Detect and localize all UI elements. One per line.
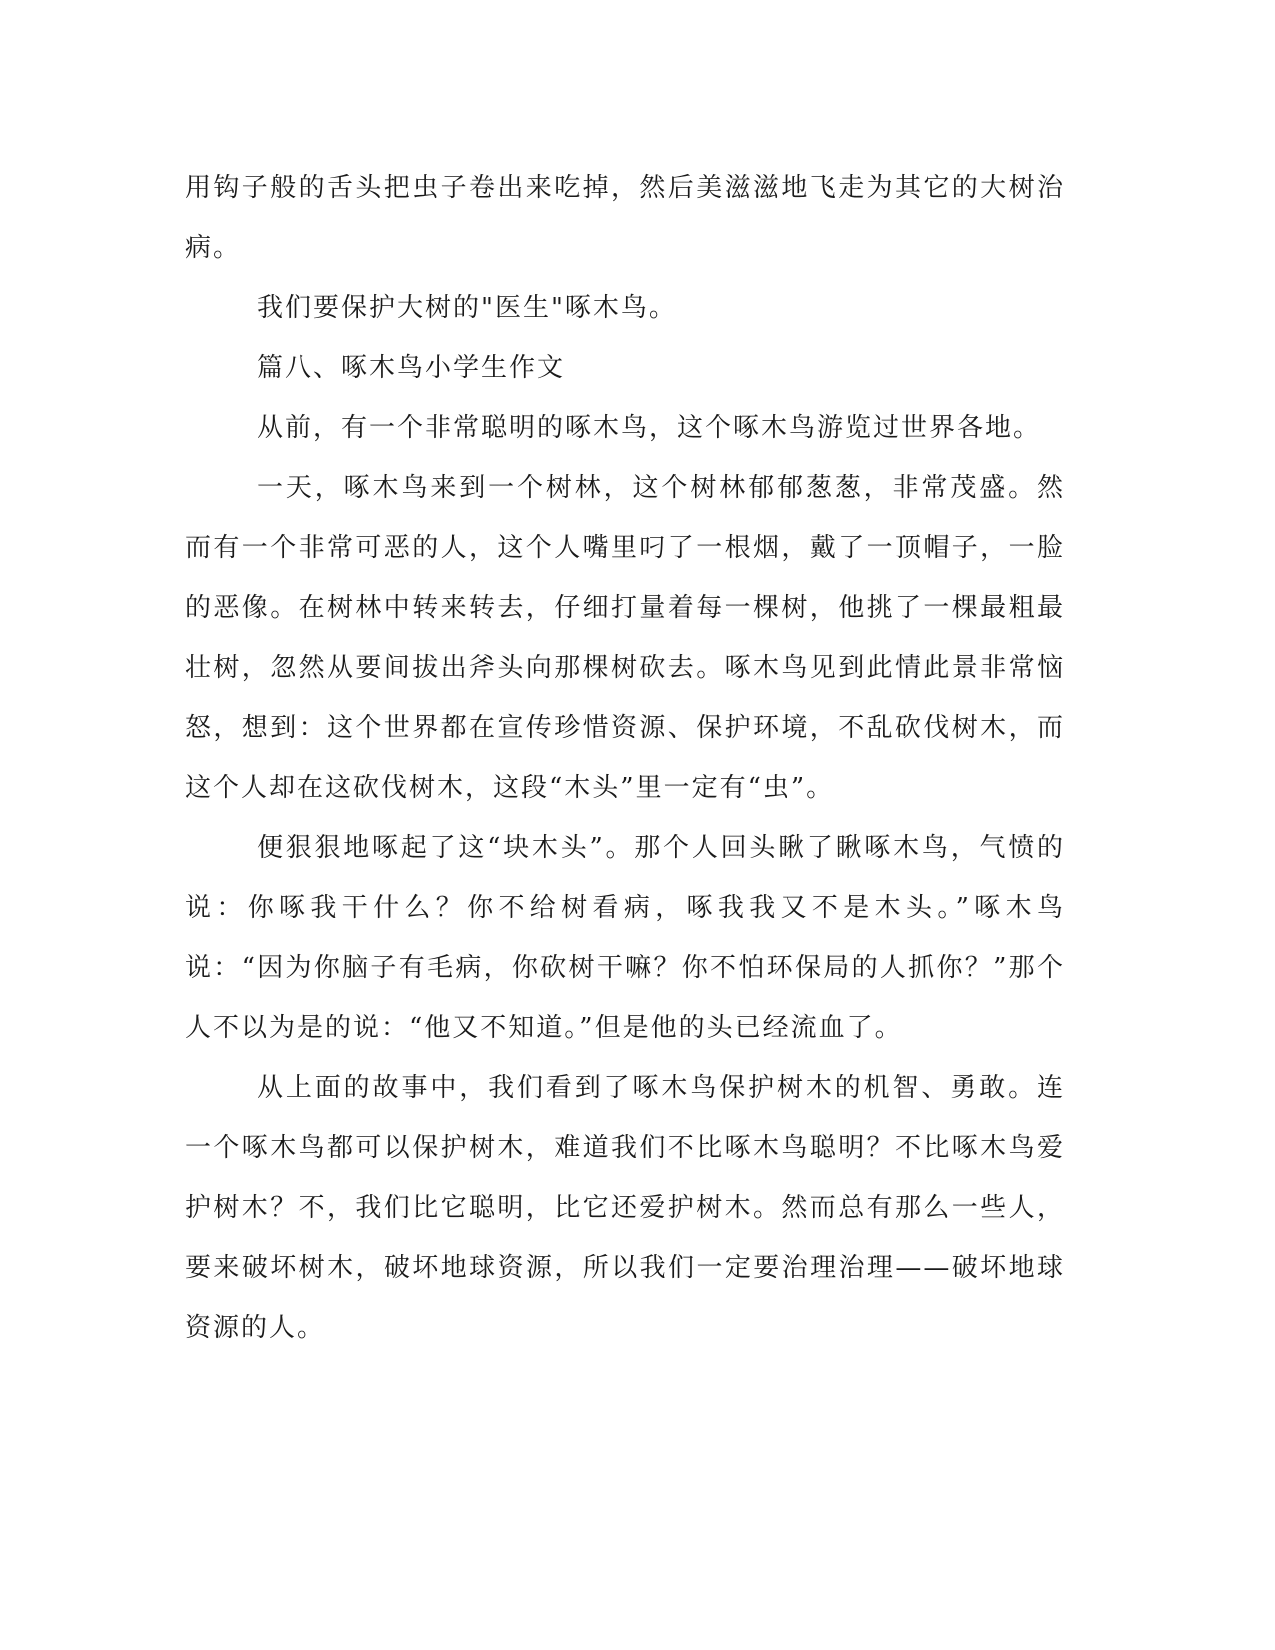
document-body	[185, 158, 1065, 1358]
paragraph-continued: 用钩子般的舌头把虫子卷出来吃掉，然后美滋滋地飞走为其它的大树治病。	[185, 173, 1065, 263]
paragraph: 从前，有一个非常聪明的啄木鸟，这个啄木鸟游览过世界各地。	[257, 413, 1042, 443]
paragraph: 一天，啄木鸟来到一个树林，这个树林郁郁葱葱，非常茂盛。然而有一个非常可恶的人，这个人嘴里叼了一根烟，戴了一顶帽子，一脸的恶像。在树林中转来转去，仔细打量着每一棵树，他挑了一棵最粗最壮树，忽然从要间拔出斧头向那棵树砍去。啄木鸟见到此情此景非常恼怒，想到：这个世界都在宣传珍惜资源、保护环境，不乱砍伐树木，而这个人却在这砍伐树木，这段“木头”里一定有“虫”。	[185, 473, 1065, 803]
section-heading: 篇八、啄木鸟小学生作文	[257, 353, 566, 383]
paragraph: 从上面的故事中，我们看到了啄木鸟保护树木的机智、勇敢。连一个啄木鸟都可以保护树木，难道我们不比啄木鸟聪明？不比啄木鸟爱护树木？不，我们比它聪明，比它还爱护树木。然而总有那么一些人，要来破坏树木，破坏地球资源，所以我们一定要治理治理——破坏地球资源的人。	[185, 1073, 1065, 1343]
paragraph: 便狠狠地啄起了这“块木头”。那个人回头瞅了瞅啄木鸟，气愤的说：你啄我干什么？你不给树看病，啄我我又不是木头。”啄木鸟说：“因为你脑子有毛病，你砍树干嘛？你不怕环保局的人抓你？”那个人不以为是的说：“他又不知道。”但是他的头已经流血了。	[185, 833, 1065, 1043]
paragraph: 我们要保护大树的"医生"啄木鸟。	[257, 293, 677, 323]
